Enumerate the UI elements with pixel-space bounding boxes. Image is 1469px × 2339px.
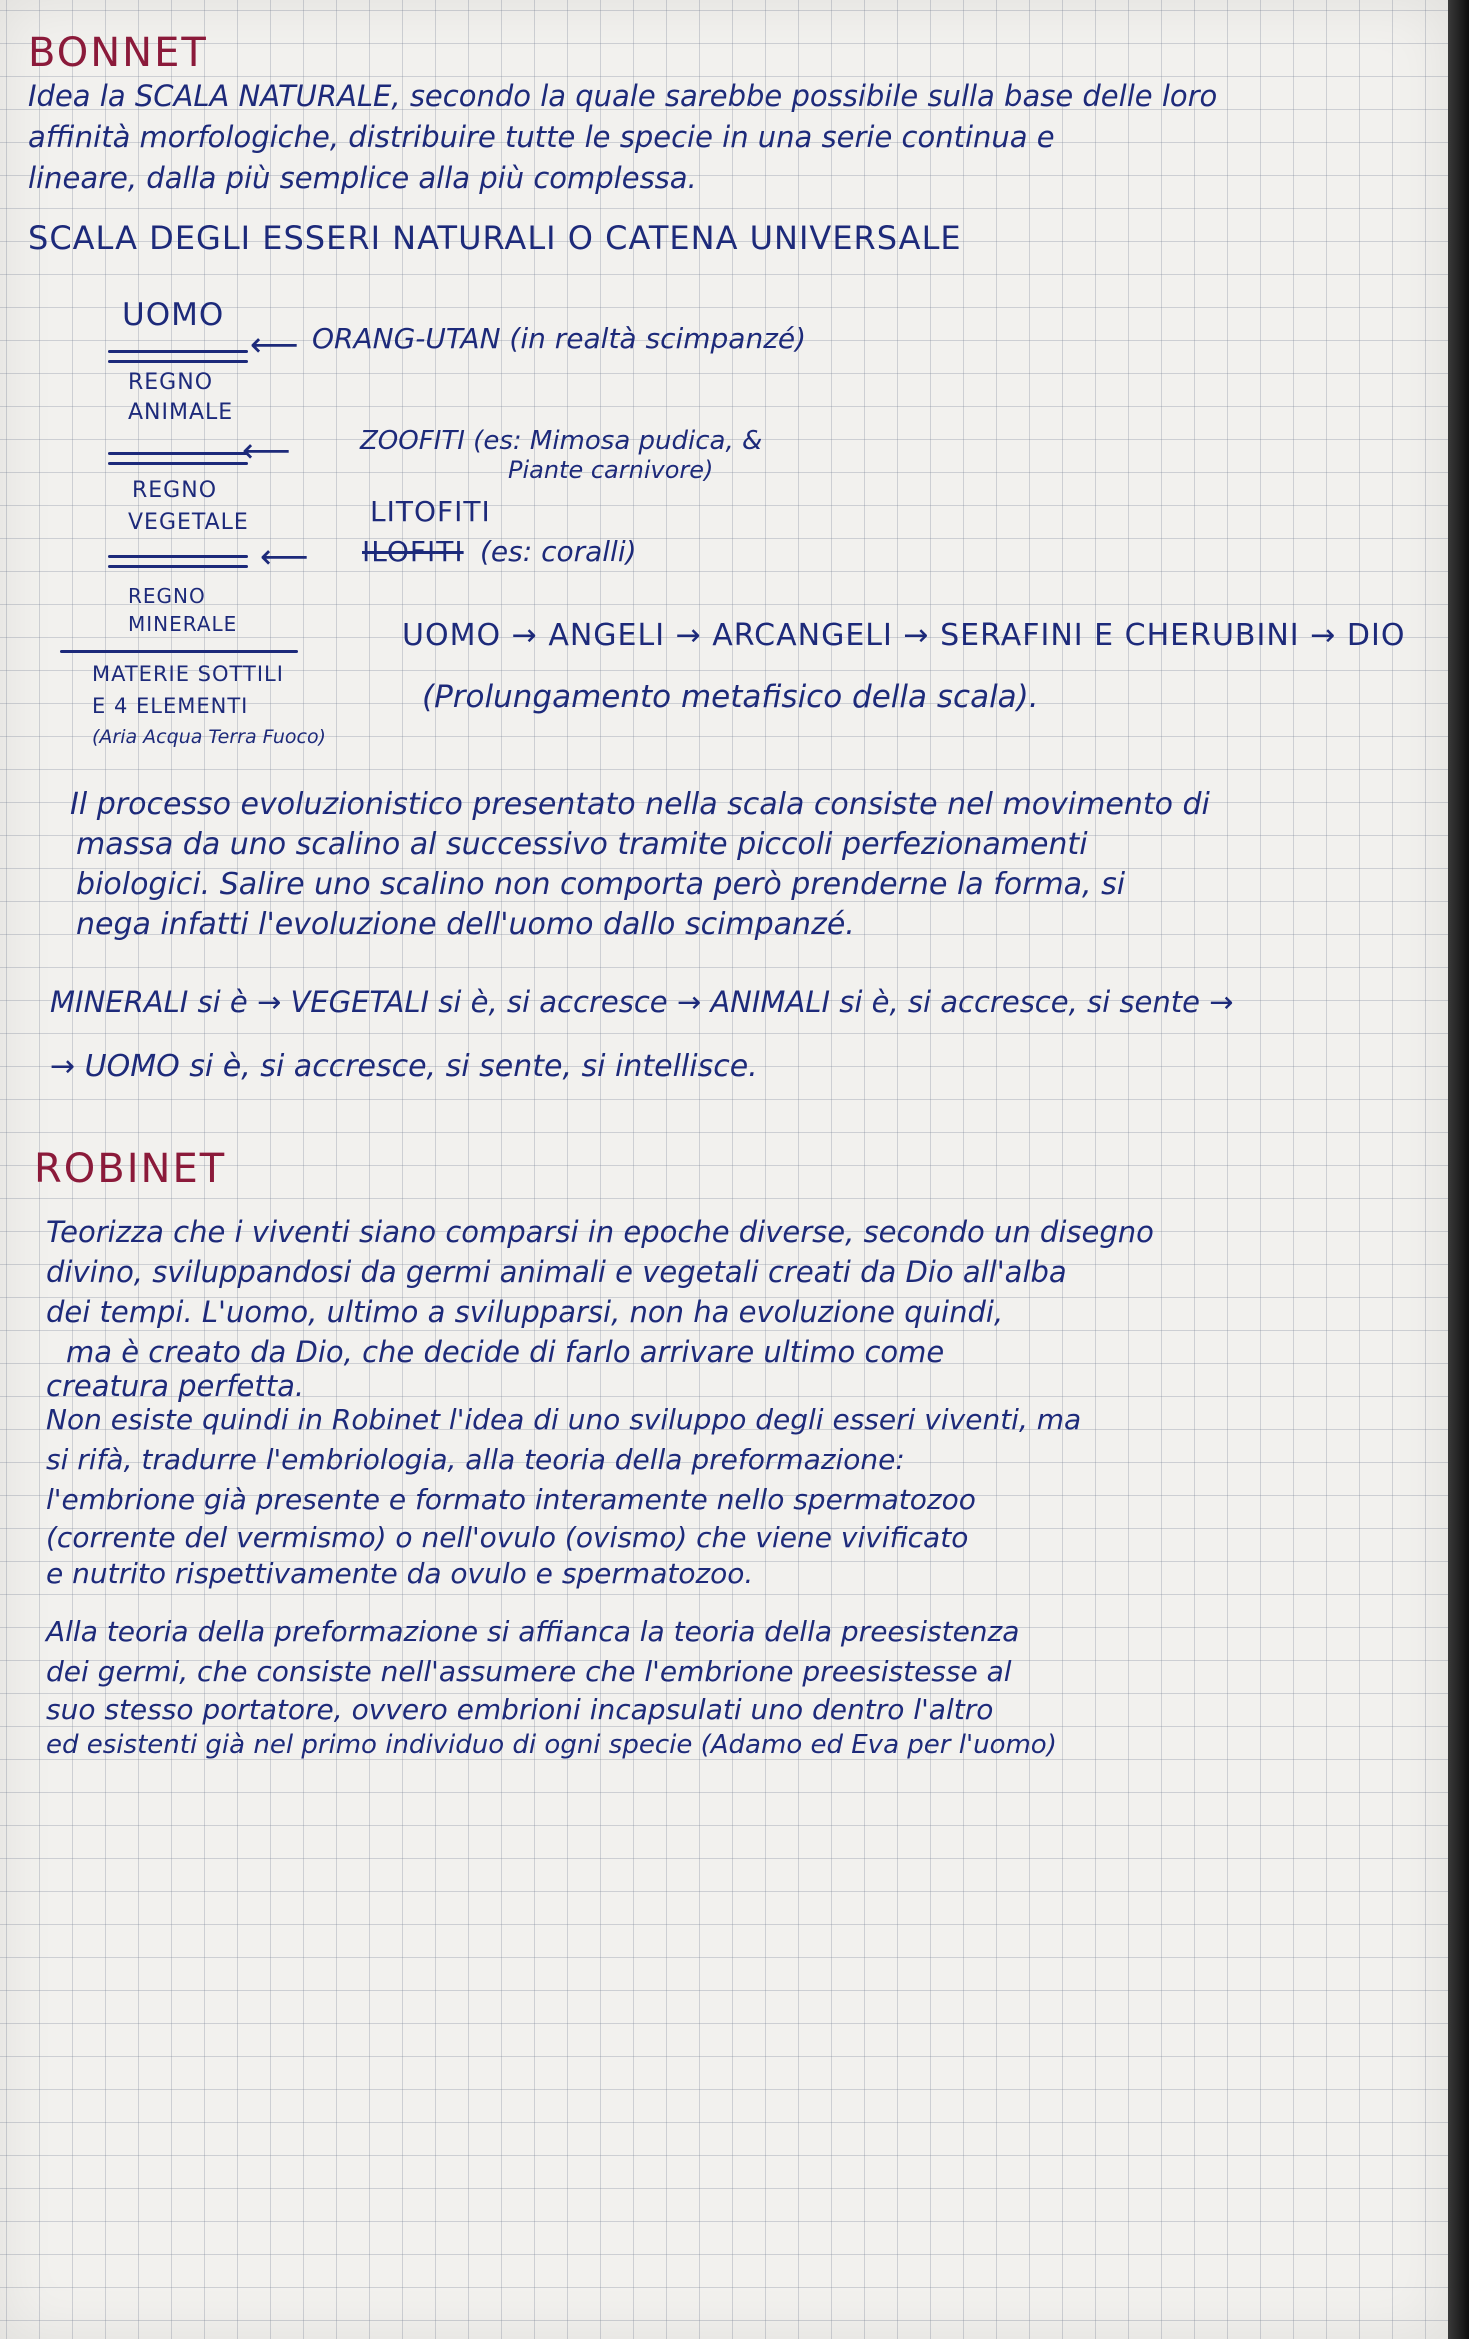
link-coralli: (es: coralli) — [480, 535, 637, 568]
robinet-p3-line: suo stesso portatore, ovvero embrioni incapsulati uno dentro l'altro — [46, 1693, 994, 1726]
regno-vegetale-1: REGNO — [132, 478, 218, 503]
chain-item: DIO — [1346, 618, 1406, 653]
materie-3: (Aria Acqua Terra Fuoco) — [92, 726, 326, 748]
arrow-left-icon: ⟵ — [260, 537, 309, 577]
divider-line — [108, 452, 248, 455]
progression-line: → UOMO si è, si accresce, si sente, si intellisce. — [50, 1049, 758, 1084]
robinet-p2-line: si rifà, tradurre l'embriologia, alla teoria della preformazione: — [46, 1443, 905, 1476]
progression-line: MINERALI si è → VEGETALI si è, si accresce → ANIMALI si è, si accresce, si sente → — [50, 985, 1234, 1019]
robinet-p2-line: (corrente del vermismo) o nell'ovulo (ovismo) che viene vivificato — [46, 1521, 969, 1554]
bonnet-paragraph-line: nega infatti l'evoluzione dell'uomo dallo scimpanzé. — [76, 907, 855, 942]
notebook-edge — [1448, 0, 1469, 2339]
bonnet-paragraph-line: Il processo evoluzionistico presentato nella scala consiste nel movimento di — [70, 787, 1210, 822]
regno-animale-2: ANIMALE — [128, 400, 234, 425]
bonnet-paragraph-line: massa da uno scalino al successivo tramite piccoli perfezionamenti — [76, 827, 1088, 862]
regno-animale-1: REGNO — [128, 370, 214, 395]
robinet-heading: ROBINET — [34, 1146, 227, 1192]
materie-1: MATERIE SOTTILI — [92, 662, 284, 686]
arrow-left-icon: ⟵ — [242, 431, 291, 471]
chain-row — [402, 618, 1405, 653]
robinet-p2-line: Non esiste quindi in Robinet l'idea di uno sviluppo degli esseri viventi, ma — [46, 1403, 1082, 1436]
regno-minerale-1: REGNO — [128, 584, 206, 608]
diagram-uomo: UOMO — [122, 297, 225, 333]
arrow-right-icon: → — [903, 618, 941, 653]
divider-line — [60, 650, 298, 653]
divider-line — [108, 350, 248, 353]
arrow-right-icon: → — [675, 618, 713, 653]
bonnet-intro-line: affinità morfologiche, distribuire tutte le specie in una serie continua e — [28, 120, 1055, 154]
chain-item: ANGELI — [548, 618, 666, 653]
robinet-p3-line: Alla teoria della preformazione si affianca la teoria della preesistenza — [46, 1615, 1020, 1648]
divider-line — [108, 565, 248, 568]
link-ilofiti-struck: ILOFITI — [362, 535, 464, 568]
chain-item: ARCANGELI — [712, 618, 893, 653]
bonnet-paragraph-line: biologici. Salire uno scalino non comporta però prenderne la forma, si — [76, 867, 1126, 902]
link-zoofiti: ZOOFITI (es: Mimosa pudica, & — [360, 426, 763, 456]
robinet-p1-line: Teorizza che i viventi siano comparsi in epoche diverse, secondo un disegno — [46, 1215, 1154, 1249]
chain-note: (Prolungamento metafisico della scala). — [422, 679, 1039, 715]
divider-line — [108, 360, 248, 363]
bonnet-intro-line: lineare, dalla più semplice alla più complessa. — [28, 161, 697, 195]
robinet-p1-line: ma è creato da Dio, che decide di farlo arrivare ultimo come — [66, 1335, 945, 1369]
robinet-p1-line: dei tempi. L'uomo, ultimo a svilupparsi, non ha evoluzione quindi, — [46, 1295, 1004, 1329]
link-zoofiti-cont: Piante carnivore) — [508, 456, 714, 484]
divider-line — [108, 462, 248, 465]
arrow-right-icon: → — [1310, 618, 1347, 653]
robinet-p1-line: creatura perfetta. — [46, 1369, 305, 1403]
materie-2: E 4 ELEMENTI — [92, 694, 249, 718]
divider-line — [108, 555, 248, 558]
robinet-p3-line: ed esistenti già nel primo individuo di ogni specie (Adamo ed Eva per l'uomo) — [46, 1730, 1057, 1760]
robinet-p1-line: divino, sviluppandosi da germi animali e vegetali creati da Dio all'alba — [46, 1255, 1067, 1289]
bonnet-heading: BONNET — [28, 30, 208, 76]
link-orangutan: ORANG-UTAN (in realtà scimpanzé) — [312, 322, 807, 355]
robinet-p3-line: dei germi, che consiste nell'assumere che l'embrione preesistesse al — [46, 1655, 1012, 1688]
link-litofiti: LITOFITI — [370, 495, 491, 528]
regno-vegetale-2: VEGETALE — [128, 510, 249, 535]
chain-item: SERAFINI E CHERUBINI — [940, 618, 1300, 653]
chain-item: UOMO — [402, 618, 502, 653]
regno-minerale-2: MINERALE — [128, 612, 238, 636]
robinet-p2-line: e nutrito rispettivamente da ovulo e spermatozoo. — [46, 1557, 754, 1590]
bonnet-intro-line: Idea la SCALA NATURALE, secondo la quale sarebbe possibile sulla base delle loro — [28, 79, 1218, 113]
scala-title: SCALA DEGLI ESSERI NATURALI O CATENA UNIVERSALE — [28, 219, 962, 257]
arrow-left-icon: ⟵ — [250, 325, 299, 365]
robinet-p2-line: l'embrione già presente e formato interamente nello spermatozoo — [46, 1483, 976, 1516]
arrow-right-icon: → — [511, 618, 549, 653]
